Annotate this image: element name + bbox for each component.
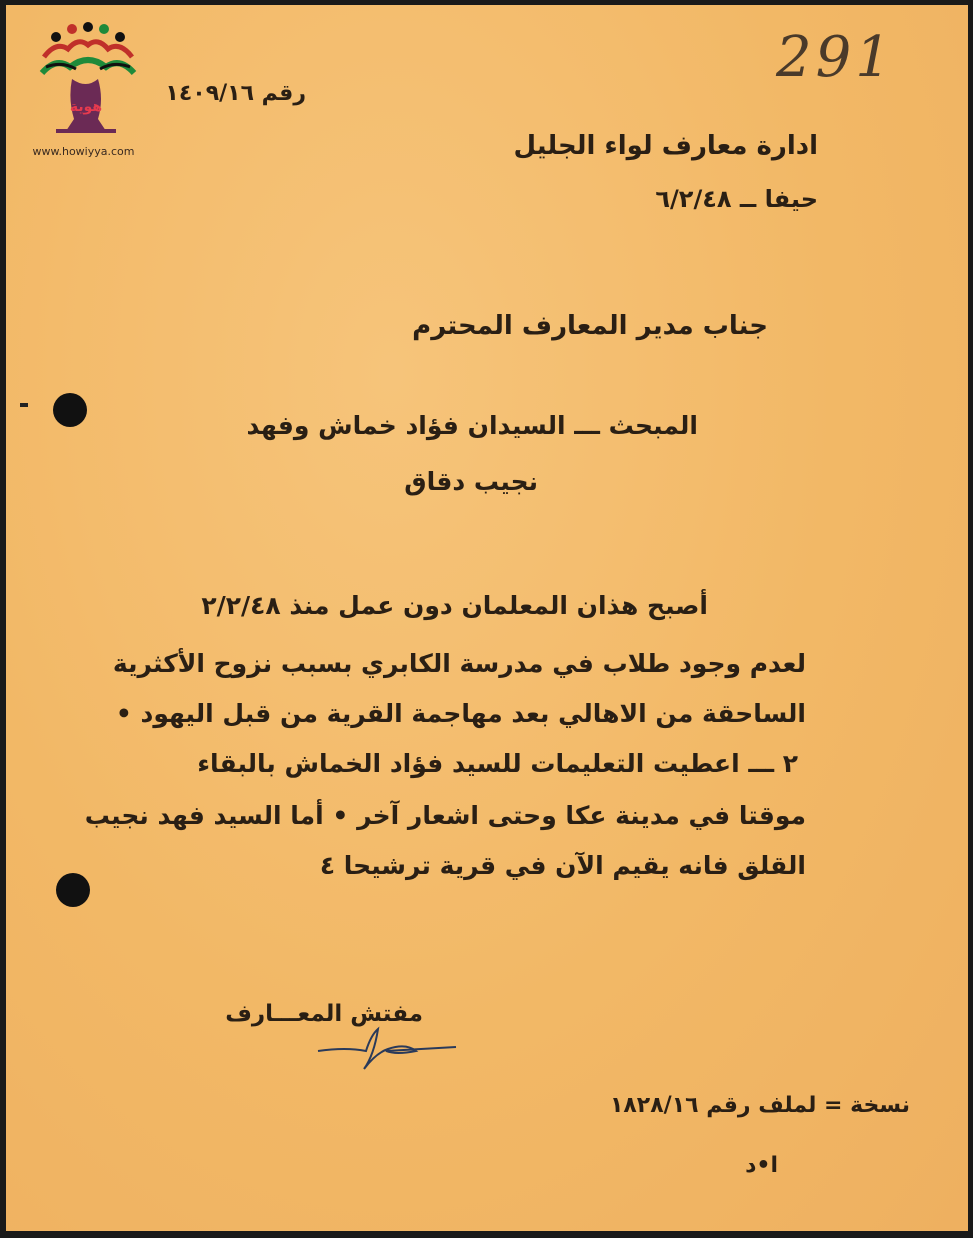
addressee: جناب مدير المعارف المحترم [412, 311, 768, 341]
body-line-1: أصبح هذان المعلمان دون عمل منذ ٢/٢/٤٨ [201, 591, 708, 620]
department-name: ادارة معارف لواء الجليل [513, 131, 818, 161]
page-number: 291 [776, 25, 895, 90]
body-line-6: القلق فانه يقيم الآن في قرية ترشيحا ٤ [319, 851, 806, 880]
body-line-4: ٢ ـــ اعطيت التعليمات للسيد فؤاد الخماش بالبقاء [197, 749, 798, 778]
document-sheet [6, 5, 968, 1231]
place-date: حيفا ــ ٦/٢/٤٨ [655, 185, 818, 213]
signature-title: مفتش المعـــارف [225, 1001, 423, 1027]
svg-text:هوية: هوية [69, 99, 103, 115]
copy-note: نسخة = لملف رقم ١٨٢٨/١٦ [609, 1093, 910, 1118]
subject-line-1: المبحث ـــ السيدان فؤاد خماش وفهد [246, 411, 698, 440]
reference-number: رقم ١٤٠٩/١٦ [165, 81, 306, 106]
body-line-2: لعدم وجود طلاب في مدرسة الكابري بسبب نزوح الأكثرية [112, 649, 806, 678]
body-line-5: موقتا في مدينة عكا وحتى اشعار آخر • أما السيد فهد نجيب [84, 801, 806, 830]
logo-website-text: www.howiyya.com [32, 145, 135, 158]
tree-family-logo-icon [16, 19, 151, 144]
ink-mark [20, 403, 28, 407]
handwritten-signature [316, 1025, 466, 1075]
subject-line-2: نجيب دقاق [404, 467, 538, 496]
body-line-3: الساحقة من الاهالي بعد مهاجمة القرية من قبل اليهود • [115, 699, 806, 728]
punch-hole-top [53, 393, 87, 427]
initials: ا•د [745, 1153, 778, 1178]
howiyya-logo [16, 19, 151, 159]
punch-hole-bottom [56, 873, 90, 907]
